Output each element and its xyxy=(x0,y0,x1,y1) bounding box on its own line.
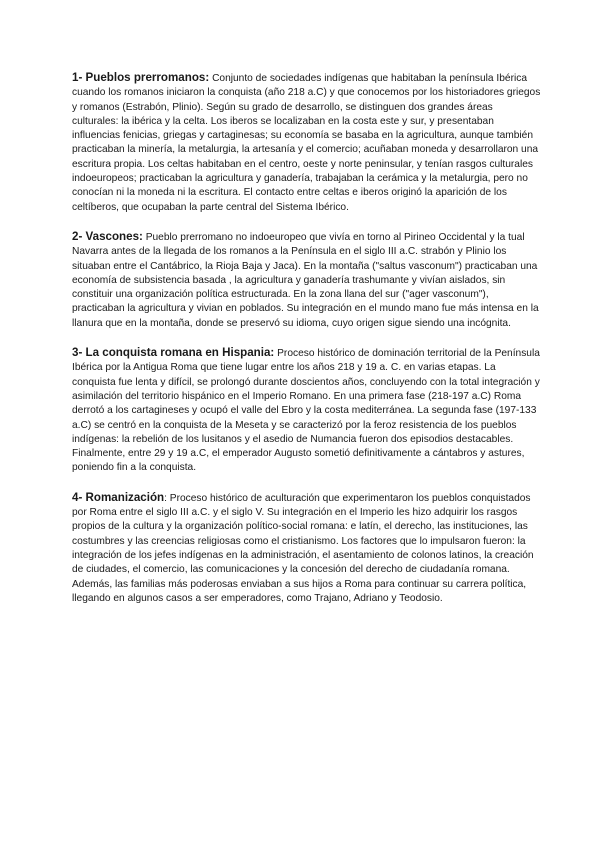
section-heading: 3- La conquista romana en Hispania: xyxy=(72,346,275,360)
section-romanizacion xyxy=(72,491,542,606)
section-paragraph xyxy=(72,491,542,606)
section-text: Conjunto de sociedades indígenas que habitaban la península Ibérica cuando los romanos iniciaron la conquista (año 218 a.C) y que conocemos por los historiadores griegos y romanos (Estrabón, Plinio). Según su grado de desarrollo, se distinguen dos grandes áreas culturales: la ibérica y la celta. Los iberos se localizaban en la costa este y sur, y presentaban influencias fenicias, griegas y cartaginesas; su economía se basaba en la agricultura, aunque también practicaban la minería, la metalurgia, la artesanía y el comercio; acuñaban moneda y desarrollaron una escritura propia. Los celtas habitaban en el centro, oeste y norte peninsular, y tenían rasgos culturales indoeuropeos; practicaban la agricultura y ganadería, trabajaban la cerámica y la metalurgia, pero no conocían ni la moneda ni la escritura. El contacto entre celtas e iberos originó la aparición de los celtíberos, que ocupaban la parte central del Sistema Ibérico. xyxy=(72,73,541,213)
section-text: Pueblo prerromano no indoeuropeo que vivía en torno al Pirineo Occidental y la tual Navarra antes de la llegada de los romanos a la Península en el siglo III a.C. strabón y Plinio los situaban entre el Cantábrico, la Rioja Baja y Jaca). En la montaña ("saltus vasconum") practicaban una economía de subsistencia basada , la agricultura y ganadería trashumante y vivían aislados, sin constituir una organización política estructurada. En la zona llana del sur ("ager vasconum"), practicaban la agricultura y vivian en poblados. Su integración en el mundo mano fue más intensa en la llanura que en la montaña, donde se preservó su idioma, cuyo origen sigue siendo una incógnita. xyxy=(72,231,539,329)
section-paragraph xyxy=(72,71,542,215)
section-conquista-romana xyxy=(72,346,542,476)
section-vascones xyxy=(72,230,542,331)
section-paragraph xyxy=(72,346,542,476)
section-heading: 1- Pueblos prerromanos: xyxy=(72,71,210,84)
section-text: Proceso histórico de dominación territorial de la Península Ibérica por la Antigua Roma que tiene lugar entre los años 218 y 19 a. C. en varias etapas. La conquista fue lenta y difícil, se prolongó durante doscientos años, concluyendo con la total integración y asimilación del territorio hispánico en el Imperio Romano. En una primera fase (218-197 a.C) Roma derrotó a los cartagineses y ocupó el valle del Ebro y la costa mediterránea. La segunda fase (197-133 a.C) se centró en la conquista de la Meseta y se caracterizó por la feroz resistencia de los pueblos indígenas: la rebelión de los lusitanos y el asedio de Numancia fueron dos episodios destacables. Finalmente, entre 29 y 19 a.C, el emperador Augusto sometió definitivamente a cántabros y astures, poniendo fin a la conquista. xyxy=(72,348,540,474)
section-paragraph xyxy=(72,230,542,331)
document-body xyxy=(72,71,542,621)
section-text: : Proceso histórico de aculturación que experimentaron los pueblos conquistados por Roma entre el siglo III a.C. y el siglo V. Su integración en el Imperio les hizo adquirir los rasgos propios de la cultura y la organización político-social romana: e latín, el derecho, las instituciones, las costumbres y las creencias religiosas como el cristianismo. Los factores que lo impulsaron fueron: la integración de los jefes indígenas en la administración, el asentamiento de colonos latinos, la creación de ciudades, el comercio, las comunicaciones y la concesión del derecho de ciudadanía romana. Además, las familias más poderosas enviaban a sus hijos a Roma para continuar su carrera política, llegando en algunos casos a ser emperadores, como Trajano, Adriano y Teodosio. xyxy=(72,492,534,604)
section-heading: 2- Vascones: xyxy=(72,229,143,243)
section-heading: 4- Romanización xyxy=(72,490,165,504)
section-pueblos-prerromanos xyxy=(72,71,542,215)
